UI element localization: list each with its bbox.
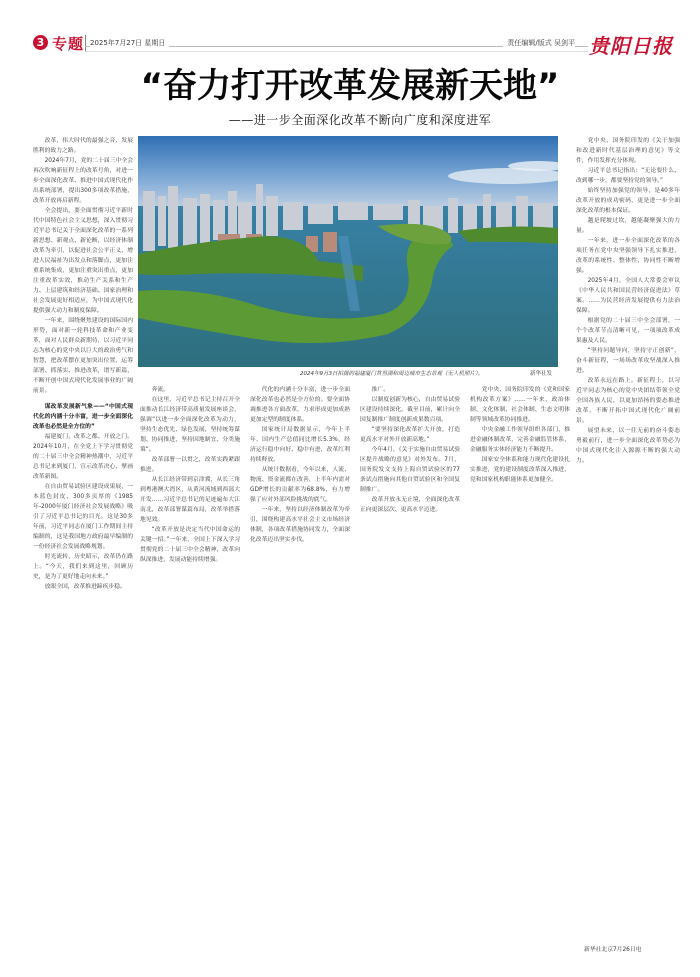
paragraph: 在这里，习近平总书记主持召开全面推动长江经济带高质量发展座谈会，强调“以进一步全面深化改革为动力，坚持生态优先、绿色发展，坚持统筹谋划、协同推进，坚持因地制宜、分类施策”。 xyxy=(140,397,240,453)
paragraph: 以制度创新为核心，自由贸易试验区建设持续深化。截至目前，累计向全国复制推广制度创新成果数百项。 xyxy=(360,397,460,423)
article-column-5 xyxy=(470,385,570,938)
paragraph: 改革永远在路上。新征程上，以习近平同志为核心的党中央团结带领全党全国各族人民，以更加昂扬的姿态推进改革，不断开拓中国式现代化广阔前景。 xyxy=(576,378,680,424)
paragraph: 国家统计局数据显示，今年上半年，国内生产总值同比增长5.3%，经济运行稳中向好、稳中有进，改革红利持续释放。 xyxy=(250,427,350,463)
paragraph: 2025年4月，全国人大常委会审议《中华人民共和国民营经济促进法》草案，……为民营经济发展提供有力法治保障。 xyxy=(576,278,680,314)
paragraph: 党中央、国务院印发的《关于加强和改进新时代基层治理的意见》等文件，作用发挥充分体现。 xyxy=(576,138,680,164)
article-dateline: 新华社北京7月26日电 xyxy=(584,947,642,953)
paragraph: 展望未来，以一往无前的奋斗姿态勇毅前行，进一步全面深化改革势必为中国式现代化注入源源不断的强大动力。 xyxy=(576,428,680,464)
photo-credit: 新华社发 xyxy=(530,371,553,377)
paragraph: “要坚持深化改革扩大开放，打造更高水平对外开放新高地。” xyxy=(360,427,460,443)
article-headline: “奋力打开改革发展新天地” xyxy=(140,66,560,106)
article-column-2 xyxy=(140,385,240,938)
article-subheadline: ——进一步全面深化改革不断向广度和深度进军 xyxy=(228,113,492,127)
article-column-6 xyxy=(576,136,680,938)
paragraph: 中央金融工作领导组织各部门，推进金融体制改革，完善金融监管体系，金融服务实体经济能力不断提升。 xyxy=(470,427,570,453)
paragraph: 福建厦门，改革之都、开放之门。2024年10月，在全党上下学习贯彻党的二十届三中全会精神热潮中，习近平总书记来到厦门，宣示改革决心、擘画改革新图。 xyxy=(33,434,133,480)
paragraph: 党中央、国务院印发的《党和国家机构改革方案》……一年来，政治体制、文化体制、社会体制、生态文明体制等领域改革协同推进。 xyxy=(470,387,570,423)
paragraph: 推广。 xyxy=(371,387,389,393)
header-rule-lower xyxy=(85,51,588,52)
paragraph: 改革，伟大时代的最强之音，发展胜利的致力之路。 xyxy=(33,138,133,154)
paragraph: 始终坚持加强党的领导，是40多年改革开放的成功密码，更是进一步全面深化改革的根本保证。 xyxy=(576,188,680,214)
paragraph: “改革开放是决定当代中国命运的关键一招。”一年来，全国上下深入学习贯彻党的二十届三中全会精神，改革向纵深推进，发展动能持续增强。 xyxy=(140,527,240,563)
city-lake-aerial-photo xyxy=(138,136,558,367)
paragraph: 改革开放永无止境，全面深化改革正向更深层次、更高水平迈进。 xyxy=(360,497,460,513)
article-photo xyxy=(138,136,558,367)
paragraph: 越是爬坡过坎，越能凝聚强大的力量。 xyxy=(576,218,680,234)
newspaper-logo: 贵阳日报 xyxy=(589,34,673,58)
issue-date: 2025年7月27日 星期日 xyxy=(90,38,169,48)
paragraph: 一年来，进一步全面深化改革的各项任务在党中央坚强领导下扎实推进，改革的系统性、整体性、协同性不断增强。 xyxy=(576,238,680,274)
article-column-3 xyxy=(250,385,350,938)
page-header xyxy=(33,32,673,58)
paragraph: 从长江经济带到京津冀，从长三角到粤港澳大湾区，从黄河流域到西部大开发……习近平总书记的足迹遍布大江南北，改革部署谋篇布局，改革举措落地见效。 xyxy=(140,477,240,523)
paragraph: 从统计数据看，今年以来，人流、物流、资金流都在改善，上半年内需对GDP增长的贡献率为68.8%，有力增强了应对外部风险挑战的底气。 xyxy=(250,467,350,503)
paragraph: 改革部署一以贯之，改革实践紧跟推进。 xyxy=(140,457,240,473)
paragraph: 奔流。 xyxy=(151,387,169,393)
paragraph: 全会提出，要全面贯彻习近平新时代中国特色社会主义思想，深入贯彻习近平总书记关于全面深化改革的一系列新思想、新观点、新论断，以经济体制改革为牵引，以促进社会公平正义、增进人民福祉为出发点和落脚点，更加注重系统集成，更加注重突出重点，更加注重改革实效，推动生产关系和生产力、上层建筑和经济基础、国家治理和社会发展更好相适应，为中国式现代化提供强大动力和制度保障。 xyxy=(33,208,133,314)
paragraph: “坚持问题导向，坚持守正创新”，奋斗新征程，一场场改革攻坚战深入推进。 xyxy=(576,348,680,374)
paragraph: 2024年7月，党的二十届三中全会再次吹响新征程上的改革号角，对进一步全面深化改革、推进中国式现代化作出系统部署，提出300多项改革措施，改革开放再启新程。 xyxy=(33,158,133,204)
paragraph: 放眼全国，改革推进蹄疾步稳。 xyxy=(44,584,126,590)
paragraph: 一年来，坚持以经济体制改革为牵引，围绕构建高水平社会主义市场经济体制，各项改革措施协同发力，全面深化改革迈出坚实步伐。 xyxy=(250,507,350,543)
paragraph: 习近平总书记指出：“无论要什么、改到哪一步，都要坚持党的领导。” xyxy=(576,168,680,184)
page-number-badge: 3 xyxy=(33,35,48,50)
article-column-4 xyxy=(360,385,460,938)
section-label: 专题 xyxy=(52,35,85,53)
editor-credit: 责任编辑/版式 吴剑平 xyxy=(503,38,575,48)
paragraph: 今年4月，《关于实施自由贸易试验区提升战略的意见》对外发布。7月，国务院发文支持上海自贸试验区的77条试点措施向其他自贸试验区和全国复制推广。 xyxy=(360,447,460,493)
header-divider xyxy=(85,35,86,51)
paragraph: 根据党的二十届三中全会部署，一个个改革节点清晰可见，一项项改革成果惠及人民。 xyxy=(576,318,680,344)
paragraph: 代化的内涵十分丰富，进一步全面深化改革也必然是全方位的。要全面协调推进各方面改革，力求形成更加成熟更加定型的制度体系。 xyxy=(250,387,350,423)
photo-caption: 2024年9月3日拍摄的福建厦门筼筜湖和周边城市生态景观（无人机照片）。 xyxy=(300,371,484,377)
paragraph: 国家安全体系和能力现代化建设扎实推进，党的建设制度改革深入推进，党和国家机构职能体系更加健全。 xyxy=(470,457,570,483)
article-column-1 xyxy=(33,136,133,938)
paragraph: 在自由贸易试验区建设成果展，一本蓝色封皮、300多页厚的《1985年-2000年厦门经济社会发展战略》吸引了习近平总书记的目光。这是30多年前，习近平同志在厦门工作期间主持编制的，这是我国地方政府最早编制的一份经济社会发展战略规划。 xyxy=(33,484,133,550)
paragraph: 一年来，围绕聚焦建设的国际国内形势，面对新一轮科技革命和产业变革，面对人民群众新期待，以习近平同志为核心的党中央以巨大的政治勇气和智慧，把改革摆在更加突出位置，运筹部署、抓落实、推进改革，谱写新篇，不断开创中国式现代化发展事业的广阔前景。 xyxy=(33,318,133,394)
paragraph: 时光流转，历史昭示，改革仍在路上。“今天，我们来到这里，回顾历史，是为了更好地走向未来。” xyxy=(33,554,133,580)
section-subtitle: 谋改革发展新气象——“中国式现代化的内涵十分丰富，进一步全面深化改革也必然是全方位的” xyxy=(33,404,133,430)
